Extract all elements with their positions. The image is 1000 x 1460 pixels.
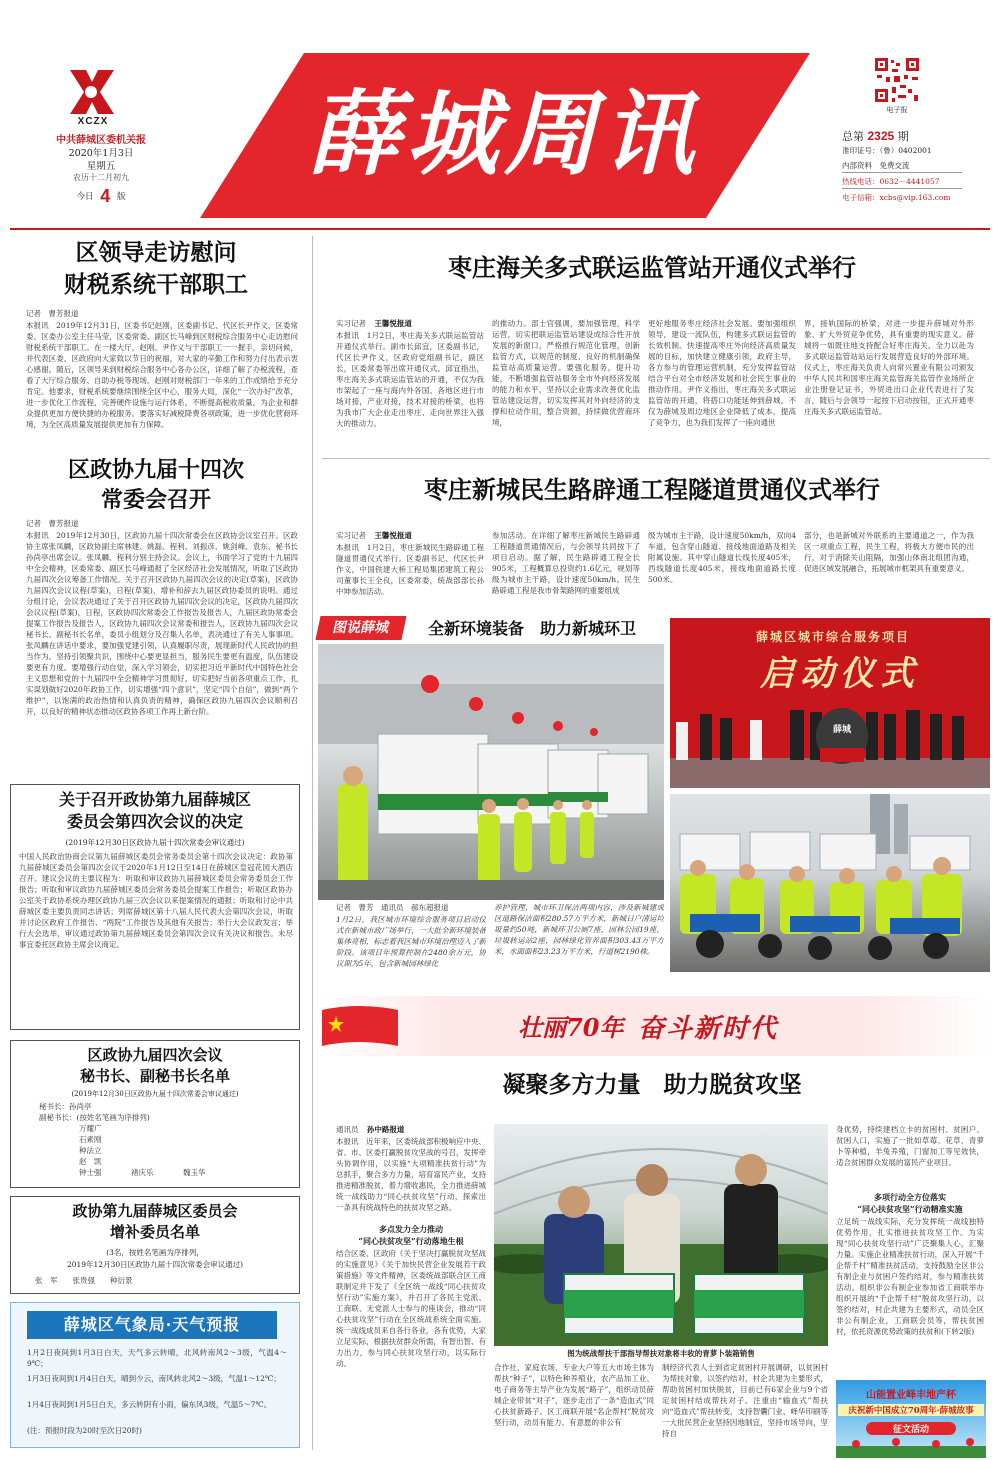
greenhouse-photo [494,1124,828,1346]
weekday: 星期五 [86,161,116,172]
ceremony-banner-line-2: 启动仪式 [760,654,920,694]
article-body: 本报讯 2019年12月31日，区委书记赵刚，区委副书记、代区长尹作义，区委常委、区委办公室主任马莹，区委常委、副区长马峰到区财税综合服务中心走访慰问财税系统干部职工。在一楼大厅，赵刚、尹作义与干部职工一一握手，亲切问候，并代表区委、区政府向大家致以节日的祝福，对大家的辛勤工作和努力付出表示衷心感谢。随后，区领导来到财税综合服务中心各办公区，详细了解了办税流程，查看了大厅综合服务、自助办税等现场。赵刚对财税部门一年来的工作成绩给予充分肯定。他要求，财税系统要继续围绕全区中心，服务大局，深化“一次办好”改革，进一步优化工作流程，完善硬件设施与运行体系，不断提高税收质量，为企业和群众提供更加方便快捷的办税服务。要落实好减税降费各项政策，进一步优化营商环境，为全区高质量发展提供更加有力保障。 [26,321,298,429]
masthead-rule-1 [842,172,962,173]
page-count-prefix: 今日 [76,192,94,202]
issue-suffix: 期 [897,130,909,143]
qr-code[interactable] [874,57,920,103]
weather-note: (注：预报时段为20时至次日20时) [27,1426,142,1435]
secretary-list-box [10,1040,300,1188]
article-tunnel [322,462,990,610]
page-count-number: 4 [100,186,111,206]
section-badge: 图说薛城 [315,616,406,640]
article-customs [322,240,990,454]
headline: 凝聚多方力量 助力脱贫攻坚 [502,1071,802,1098]
logo-text: XCZX [77,116,109,127]
article-poverty [322,1062,990,1460]
weather-forecast-1: 1月2日夜间到1月3日白天，天气多云转晴，北风转南风2～3级，气温4～9℃； [27,1348,287,1368]
launch-ceremony-photo [670,618,990,788]
members-subtitle-1: (3名，按姓名笔画为序排列， [106,1248,204,1257]
article-col-4: 部分，也是新城对外联系的主要通道之一，作为我区一项重点工程，民生工程，将极大方便市民的出行，对于消除关山阻隔，加强山体南北组团沟通，促进区域发展融合，拓展城市框架具有重要意义。 [804,531,974,573]
article-col-4-bottom: 立足统一战线实际，充分发挥统一战线独特优势作用，扎实推进扶贫攻坚工作。为实现“同心扶贫攻坚行动”广泛聚集人心，汇聚力量。实施企业精准扶贫行动，深入开展“千企帮千村”精准扶贫活动，支持鼓励全区非公有制企业与贫困户签约结对，参与精准扶贫活动。组织非公有制企业参加省工商联举办组织开展的“千企帮千村”脱贫攻坚行动，以签约结对，村企共建为主要形式，动员全区非公有制企业，工商联会员等，帮扶贫困村，依托资源优势政策的扶贫和(下转2版) [836,1217,984,1336]
byline-role: 通讯员 [336,1125,359,1134]
deputy-name: 石素刚 [79,1135,102,1144]
article-col-3: 更好地服务枣庄经济社会发展。要加强组织领导，建设一流队伍，构建多式联运监管的长效机制。快速提高枣庄外向经济高质量发展的目标，加快建立健康引领，政府主导，各方参与的管理运营机制，充分发挥监管站结合平台对全市经济发展和社会民生事业的推动作用。尹作义指出，枣庄海关多式联运监管站的开通，将搭口功能延伸到薛城，不仅为薛城及周边地区企业降低了成本，提高了竞争力，也为我们发挥了一座向通世 [648,319,796,427]
subhead-1b: “同心扶贫攻坚”行动落地生根 [358,1236,464,1246]
decision-subtitle: (2019年12月30日区政协九届十四次常委会审议通过) [65,838,245,847]
page-count [36,186,166,207]
hotline: 热线电话：0632－4441057 [842,177,940,186]
issue-no: 2325 [867,129,895,143]
article-col-4-top: 身优势，持续建档立卡的贫困村、贫困户、贫困人口，实施了一批如草莓、花草、青萝卜等种植，羊兔养殖，门窗加工等见效快，适合贫困群众发展的富民产业项目。 [836,1125,984,1167]
deputy-name: 赵 凯 [79,1157,102,1166]
circulation-note: 内部资料 免费交流 [842,161,910,170]
issue-date: 2020年1月3日 [68,148,134,159]
deputy-heading: 副秘书长：(按姓名笔画为序排列) [39,1113,150,1122]
byline-name: 王馨悦报道 [374,319,412,328]
article-col-2: 参加活动。在详细了解枣庄新城民生路辟通工程隧道贯通情况后，与会领导共同按下了项目启动。据了解，民生路辟通工程全长905米，工程概算总投资约1.6亿元，规划等级为城市主干路，设计速度50km/h。民生路辟通工程是我市骨架路网的重要组成 [492,531,640,595]
feature-byline: 记者 曹芳 通讯员 郝东超报道 [336,903,449,912]
masthead-divider [10,228,990,230]
ceremony-banner-line-1: 薛城区城市综合服务项目 [755,630,910,644]
byline-role: 实习记者 [336,531,366,540]
permit-number: 准印证号：（鲁）0402001 [842,146,932,155]
headline: 枣庄海关多式联运监管站开通仪式举行 [448,253,856,282]
deputy-name: 钟士强 [79,1168,102,1177]
deputy-name: 魏玉华 [183,1168,206,1177]
issue-prefix: 总第 [842,130,864,143]
article-col-1-top: 本报讯 近年来，区委统战部积极响应中央、省、市、区委打赢脱贫攻坚战的号召，发挥牵头协调作用，以实施“大项精准扶贫行动”为总抓手，聚合多方力量，培育富民产业，支持推进精准脱贫，着力增收惠民，全力推进薛城统一战线助力“同心扶贫攻坚”行动，探索出一条具有统战特色的扶贫攻坚之路。 [336,1137,486,1212]
deputy-name: 褚庆乐 [131,1168,154,1177]
section-rule [322,458,990,459]
subhead-2: 多项行动全方位落实 [874,1192,946,1202]
members-names: 张 军 张贵强 种衍景 [35,1276,133,1285]
column-divider [312,236,313,1450]
article-body: 本报讯 2019年12月30日，区政协九届十四次常委会在区政协会议室召开。区政协主席张凤麟，区政协副主席林建、姚磊、程利、刘振彦、姚剑峰、袁东、秘书长孙尚亭出席会议。张凤麟、程利分别主持会议。会议上，书面学习了党的十九届四中全会精神，区委常委、副区长马峰通报了全区经济社会发展情况，听取了区政协九届四次会议筹备工作情况。关于召开区政协九届四次会议的决定(草案)，区政协九届四次会议议程(草案)，日程(草案)，增补和辞去九届区政协委员的说明。通过分组讨论，会议表决通过了关于召开区政协九届四次会议的决定，区政协九届四次会议议程(草案)，日程，区政协四次常委会工作报告及报告人，九届区政协常委会提案工作报告及报告人，区政协九届四次会议常委和报告人，区政协九届四次会议秘书长、副秘书长名单，委员小组划分及召集人名单，表决通过了有关人事事项。张凤麟在讲话中要求，要加强党建引领，认真履职尽责，展现新时代人民政协的担当作为。坚持引领聚共识，围绕中心要更显担当，服务民生要更有温度，队伍建设要更有力度。要增强行动自觉，深入学习领会，切实把习近平新时代中国特色社会主义思想和党的十九届四中全会精神学习贯彻好，切实把好当前各项重点工作，扎实谋划做好2020年政协工作，切实增强“四个意识”，坚定“四个自信”，做到“两个维护”，以饱满的政治热情和认真负责的精神，确保区政协九届四次会议顺利召开，以良好的精神状态推动区政协各项工作再上新台阶。 [26,531,298,716]
ad-line-2: 庆祝新中国成立70周年·薛城故事 [838,1404,984,1416]
list-subtitle: (2019年12月30日区政协九届十四次常委会审议通过) [71,1090,239,1098]
members-title-2: 增补委员名单 [109,1223,200,1241]
sanitation-workers-photo [670,794,990,972]
ad-line-1: 山能置业峄丰地产杯 [866,1390,956,1401]
article-col-4: 界，接轨国际的桥梁，对进一步提升薛城对外形象、扩大外贸竞争优势，具有重要的现实意义。薛城将一如既往地支持配合好枣庄海关、全力以赴为多式联运监管站站运行发展营造良好的外部环境。仪式上，枣庄海关负责人向常兴置业有限公司颁发中华人民共和国枣庄海关监管海关监管作业场所企业注册登记证书，外贸进出口企业代表进行了发言，随后与会领导一起按下启动按钮，正式开通枣庄海关多式联运监管站。 [804,319,974,416]
deputy-name: 万耀广 [79,1124,102,1133]
byline-name: 王馨悦报道 [374,531,412,540]
headline-line-1: 区领导走访慰问 [75,239,237,266]
list-title-1: 区政协九届四次会议 [87,1046,223,1064]
byline [336,318,412,329]
feature-body-col-2: 养护管理，城市环卫保洁两项内容，涉及新城建成区道路保洁面积280.57万平方米，新城日户清运垃圾量约50吨，新城环卫公厕7座，园林公园19座，垃圾转运站2座，园林绿化管养面积303.43万平方米，水面面积23.23万平方米，行道树2190株。 [494,903,664,956]
paper-title: 薛城周讯 [308,80,701,188]
anniversary-banner [318,996,990,1056]
issue-number [842,128,992,144]
members-title-1: 政协第九届薛城区委员会 [72,1202,238,1220]
list-title-2: 秘书长、副秘书长名单 [79,1067,230,1085]
weather-title: 薛城区气象局·天气预报 [27,1311,277,1339]
article-col-1-bottom: 结合区委、区政府《关于坚决打赢脱贫攻坚战的实施意见》《关于加快民营企业发展若干政策措施》等文件精神，区委统战部联合区工商联制定并下发了《全区统一战线“同心扶贫攻坚行动”实施方案》，并召开了各民主党派、工商联、无党派人士参与的座谈会，推动“同心扶贫攻坚”行动在全区统战系统全面实施。统一战线成员来自各行各业，各有优势，大家立足实际，根据扶贫群众所需，有智出智、有力出力，参与同心扶贫攻坚行动，以实际行动。 [336,1249,486,1368]
epaper-label: 电子报 [886,106,908,114]
article-col-1: 本报讯 1月2日，枣庄新城民生路辟通工程隧道贯通仪式举行。区委副书记、代区长尹作义，中国铁建大桥工程局集团建筑工程公司董事长王全良，区委常委，统战部部长孙中坤参加活动。 [336,543,484,596]
photo-caption: 图为统战帮扶干部指导帮扶对象将丰收的青萝卜装箱销售 [567,1349,755,1358]
weather-forecast-3: 1月4日夜间到1月5日白天，多云转阴有小雨，偏东风3级，气温5～7℃。 [27,1400,272,1409]
banner-text-1: 壮丽70年 [518,1013,624,1042]
headline-line-2: 常委会召开 [100,487,211,513]
article-col-2: 的推动力。部士官强调，要加强管理，科学运营，切实把联运监管站建设成综合性开放发展的新窗口，严格推行规范化管理，创新监管方式，以规范的制度、良好的机制确保监管站高质量运营。要强化服务，提升功能，不断增强监管站服务全市外向经济发展的能力和水平，坚持以企业需求改善优化监管站建设运营，切实发挥其对外向经济的支撑和拉动作用，整合资源，持续做优营商环境， [492,319,640,427]
sanitation-trucks-photo [318,644,664,900]
byline: 记者 曹芳报道 [26,519,79,528]
title-banner [200,53,810,218]
photo-feature [318,614,990,976]
subhead-1: 多点发力全力推动 [379,1224,443,1234]
weather-box [10,1302,300,1448]
article-col-3-bottom: 制经济代表人士到省定贫困村开展调研，以贫困村为帮扶对象，以签约结对，村企共建为主要形式，帮助贫困村加快脱贫，目前已有6家企业与9个省定贫困村结成帮扶对子。注重由“输血式”帮扶向“造血式”帮扶转变，支持智囊门业、峄华印刷等一大批民营企业坚持因地制宜，坚持市场导向，坚持自 [662,1363,828,1438]
article-col-1: 本报讯 1月2日，枣庄海关多式联运监管站开通仪式举行。副市长邱宜，区委副书记，代区长尹作义，区政府党组副书记，副区长，区委常委等出席开通仪式。邱宜指出，枣庄海关多式联运监管站的开通，不仅为我市架起了一座与海内外各国、各地区进行市场对接，产业对接，技术对接的桥梁，也将为我市广大企业走出枣庄、走向世界注入强大的推动力。 [336,331,484,428]
byline [336,530,412,541]
secretary-general: 秘书长：孙尚亭 [39,1102,92,1111]
masthead [0,0,1000,225]
decision-title-2: 委员会第四次会议的决定 [66,812,243,831]
email: 电子信箱：xcbs@vip.163.com [842,193,951,202]
decision-box [10,784,300,1030]
feature-title: 全新环境装备 助力新城环卫 [428,619,637,638]
article-col-2-bottom: 合作社、家庭农场、专业大户等五大市场主体为帮扶“种子”，以特色种养殖业，农产品加工业、电子商务等主导产业为发展“路子”，组织动员薛城企业带贫“对子”，逐步走出了一条“造血式”同心扶贫新路子。区工商联开展“名企帮村”脱贫攻坚行动，动员有能力、有意愿的非公有 [494,1363,654,1427]
masthead-rule-2 [842,188,962,189]
subhead-2b: “同心扶贫攻坚”行动精准实施 [857,1204,963,1214]
byline-role: 实习记者 [336,319,366,328]
page-count-suffix: 版 [116,192,126,202]
deputy-name: 种法立 [79,1146,102,1155]
decision-title-1: 关于召开政协第九届薛城区 [58,790,251,809]
members-subtitle-2: 2019年12月30日区政协九届十四次常委会审议通过) [66,1260,244,1269]
byline: 记者 曹芳报道 [26,309,79,318]
banner-text-2: 奋斗新时代 [638,1014,779,1044]
decision-body: 中国人民政治协商会议第九届薛城区委员会常务委员会第十四次会议决定：政协第九届薛城区委员会第四次会议于2020年1月12日至14日在薛城区皇冠花园大酒店召开。建议会议的主要议程为：听取和审议政协九届薛城区委员会常务委员会工作报告；听取和审议政协九届薛城区委员会常务委员会提案工作报告；听取区政协办公室关于政协系统办理区政协九届三次会议以来提案情况的通报；听取和讨论中共薛城区委主要负责同志讲话；列席薛城区第十八届人民代表大会第四次会议，听取并讨论区政府工作报告、“两院”工作报告及其他有关报告；举行大会议政发言；举行大会选举，审议通过政协第九届薛城区委员会第四次会议有关决议和报告。未尽事宜委托区政协主席会议商定。 [19,852,293,949]
newspaper-logo [62,66,120,120]
byline [336,1124,404,1135]
headline-line-2: 财税系统干部职工 [64,271,248,298]
org-name: 中共薛城区委机关报 [56,135,146,146]
supplementary-members-box [10,1196,300,1294]
ad-line-3: 征文活动 [866,1422,956,1435]
headline-line-1: 区政协九届十四次 [67,457,244,483]
article-col-3: 级为城市主干路，设计速度50km/h，双向4车道，包含穿山隧道、接线地面道路及相关附属设施。其中穿山隧道长线长度405米，西线隧道长度405米，接线地面道路长度500米。 [648,531,796,584]
feature-body-col-1: 1月2日，我区城市环境综合服务项目启动仪式在新城市政广场举行，一大批全新环境装备集体亮相，标志着我区城市环境治理迈入了新阶段。该项目年预算控制在2480余万元，协议期为5年，包含新城园林绿化 [336,915,486,968]
dome-label: 薛城 [832,725,851,735]
headline: 枣庄新城民生路辟通工程隧道贯通仪式举行 [424,475,880,504]
byline-name: 孙中路报道 [366,1125,405,1134]
weather-forecast-2: 1月3日夜间到1月4日白天，晴到少云，南风转北风2～3级，气温1～12℃； [27,1374,281,1383]
essay-contest-ad[interactable] [836,1380,986,1458]
lunar-date: 农历十二月初九 [73,173,129,182]
left-column [10,232,302,1460]
